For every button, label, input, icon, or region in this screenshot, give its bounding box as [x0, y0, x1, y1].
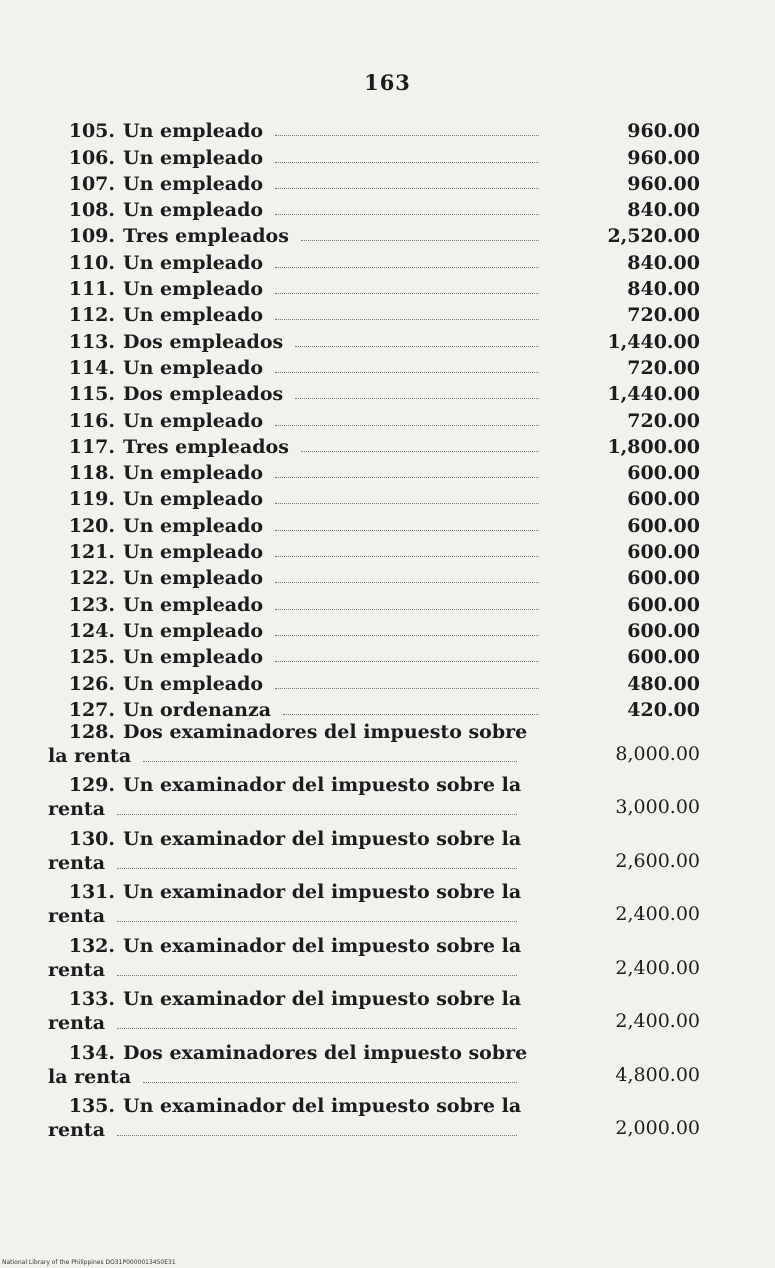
item-label: Un empleado [123, 593, 264, 616]
item-amount: 8,000.00 [615, 742, 700, 765]
item-amount: 2,400.00 [615, 903, 700, 926]
item-label: Tres empleados [123, 435, 289, 458]
library-footer: National Library of the Philippines DO31P0000013450E31 [2, 1259, 176, 1266]
item-amount: 840.00 [627, 199, 700, 222]
item-label: Un empleado [123, 356, 264, 379]
list-item [40, 828, 700, 882]
item-amount: 840.00 [627, 278, 700, 301]
item-number: 108. [68, 199, 115, 222]
leader-dots [117, 920, 517, 922]
list-item [40, 935, 700, 989]
leader-dots [143, 1081, 517, 1083]
list-item [40, 695, 700, 721]
list-item [40, 642, 700, 668]
item-label-line1: Un examinador del impuesto sobre la [123, 988, 522, 1011]
item-amount: 600.00 [627, 488, 700, 511]
item-number: 123. [68, 593, 115, 616]
item-amount: 720.00 [627, 356, 700, 379]
list-item [40, 195, 700, 221]
item-amount: 600.00 [627, 646, 700, 669]
list-item [40, 247, 700, 273]
item-label-line1: Dos examinadores del impuesto sobre [123, 1041, 528, 1064]
leader-dots [275, 292, 539, 294]
item-amount: 600.00 [627, 619, 700, 642]
item-amount: 420.00 [627, 698, 700, 721]
item-amount: 720.00 [627, 409, 700, 432]
item-amount: 4,800.00 [615, 1063, 700, 1086]
item-label: Un empleado [123, 172, 264, 195]
item-amount: 2,520.00 [607, 225, 700, 248]
item-number: 112. [68, 304, 115, 327]
leader-dots [275, 424, 539, 426]
list-item [40, 169, 700, 195]
leader-dots [295, 345, 539, 347]
item-amount: 600.00 [627, 593, 700, 616]
leader-dots [275, 529, 539, 531]
item-label-line1: Un examinador del impuesto sobre la [123, 827, 522, 850]
item-number: 118. [68, 462, 115, 485]
list-item [40, 274, 700, 300]
leader-dots [275, 581, 539, 583]
item-label-line2: renta [48, 1012, 105, 1035]
item-number: 127. [68, 698, 115, 721]
leader-dots [275, 266, 539, 268]
leader-dots [275, 634, 539, 636]
leader-dots [275, 476, 539, 478]
appropriation-list [40, 116, 700, 1149]
list-item [40, 616, 700, 642]
item-number: 115. [68, 383, 115, 406]
item-label-line2: la renta [48, 744, 132, 767]
item-number: 117. [68, 435, 115, 458]
item-label: Un empleado [123, 409, 264, 432]
item-label: Un empleado [123, 646, 264, 669]
list-item [40, 405, 700, 431]
item-label-line2: renta [48, 798, 105, 821]
item-label: Dos empleados [123, 383, 284, 406]
item-number: 135. [68, 1095, 115, 1118]
item-number: 114. [68, 356, 115, 379]
list-item [40, 300, 700, 326]
leader-dots [275, 161, 539, 163]
item-number: 131. [68, 881, 115, 904]
item-amount: 960.00 [627, 146, 700, 169]
list-item [40, 379, 700, 405]
item-label-line2: la renta [48, 1065, 132, 1088]
item-label: Un empleado [123, 541, 264, 564]
list-item [40, 721, 700, 775]
leader-dots [275, 187, 539, 189]
leader-dots [275, 687, 539, 689]
item-label: Dos empleados [123, 330, 284, 353]
item-label: Tres empleados [123, 225, 289, 248]
item-label-line1: Dos examinadores del impuesto sobre [123, 720, 528, 743]
item-amount: 960.00 [627, 120, 700, 143]
leader-dots [117, 974, 517, 976]
item-amount: 1,440.00 [607, 383, 700, 406]
item-number: 113. [68, 330, 115, 353]
leader-dots [301, 239, 539, 241]
item-label: Un empleado [123, 514, 264, 537]
list-item [40, 142, 700, 168]
list-item [40, 537, 700, 563]
leader-dots [275, 134, 539, 136]
item-number: 116. [68, 409, 115, 432]
item-number: 105. [68, 120, 115, 143]
list-item [40, 116, 700, 142]
list-item [40, 589, 700, 615]
list-item [40, 432, 700, 458]
item-amount: 480.00 [627, 672, 700, 695]
item-label: Un empleado [123, 199, 264, 222]
list-item [40, 774, 700, 828]
item-label: Un empleado [123, 120, 264, 143]
item-amount: 600.00 [627, 567, 700, 590]
leader-dots [275, 213, 539, 215]
single-line-entries [40, 116, 700, 721]
list-item [40, 221, 700, 247]
list-item [40, 510, 700, 536]
leader-dots [117, 813, 517, 815]
list-item [40, 326, 700, 352]
item-number: 125. [68, 646, 115, 669]
item-number: 121. [68, 541, 115, 564]
multi-line-entries [40, 721, 700, 1149]
item-amount: 600.00 [627, 462, 700, 485]
leader-dots [275, 555, 539, 557]
leader-dots [283, 713, 539, 715]
leader-dots [117, 1134, 517, 1136]
item-number: 126. [68, 672, 115, 695]
list-item [40, 668, 700, 694]
item-amount: 2,400.00 [615, 1010, 700, 1033]
item-amount: 720.00 [627, 304, 700, 327]
item-amount: 960.00 [627, 172, 700, 195]
item-amount: 600.00 [627, 514, 700, 537]
leader-dots [301, 450, 539, 452]
list-item [40, 1042, 700, 1096]
leader-dots [117, 867, 517, 869]
item-label: Un empleado [123, 462, 264, 485]
item-number: 110. [68, 251, 115, 274]
item-label: Un empleado [123, 488, 264, 511]
item-label: Un empleado [123, 278, 264, 301]
leader-dots [275, 660, 539, 662]
list-item [40, 353, 700, 379]
list-item [40, 484, 700, 510]
item-number: 106. [68, 146, 115, 169]
item-amount: 2,400.00 [615, 956, 700, 979]
item-number: 122. [68, 567, 115, 590]
item-label: Un empleado [123, 304, 264, 327]
item-amount: 2,000.00 [615, 1117, 700, 1140]
item-label-line2: renta [48, 958, 105, 981]
item-number: 132. [68, 934, 115, 957]
item-label-line2: renta [48, 1119, 105, 1142]
item-label-line2: renta [48, 905, 105, 928]
item-number: 109. [68, 225, 115, 248]
item-number: 134. [68, 1041, 115, 1064]
item-amount: 600.00 [627, 541, 700, 564]
item-number: 129. [68, 774, 115, 797]
item-label: Un empleado [123, 672, 264, 695]
item-label-line1: Un examinador del impuesto sobre la [123, 1095, 522, 1118]
leader-dots [275, 608, 539, 610]
page-number: 163 [364, 70, 411, 95]
leader-dots [117, 1027, 517, 1029]
leader-dots [295, 397, 539, 399]
leader-dots [275, 502, 539, 504]
item-amount: 3,000.00 [615, 796, 700, 819]
list-item [40, 988, 700, 1042]
leader-dots [143, 760, 517, 762]
item-number: 130. [68, 827, 115, 850]
item-amount: 1,800.00 [607, 435, 700, 458]
list-item [40, 1095, 700, 1149]
list-item [40, 458, 700, 484]
item-label-line1: Un examinador del impuesto sobre la [123, 881, 522, 904]
item-amount: 2,600.00 [615, 849, 700, 872]
leader-dots [275, 318, 539, 320]
item-label: Un empleado [123, 619, 264, 642]
item-number: 111. [68, 278, 115, 301]
item-amount: 840.00 [627, 251, 700, 274]
item-number: 120. [68, 514, 115, 537]
leader-dots [275, 371, 539, 373]
item-label: Un ordenanza [123, 698, 272, 721]
item-label-line2: renta [48, 851, 105, 874]
item-number: 128. [68, 720, 115, 743]
item-amount: 1,440.00 [607, 330, 700, 353]
item-label: Un empleado [123, 567, 264, 590]
item-label-line1: Un examinador del impuesto sobre la [123, 774, 522, 797]
item-number: 119. [68, 488, 115, 511]
item-label: Un empleado [123, 251, 264, 274]
item-label: Un empleado [123, 146, 264, 169]
item-number: 124. [68, 619, 115, 642]
list-item [40, 563, 700, 589]
list-item [40, 881, 700, 935]
item-number: 133. [68, 988, 115, 1011]
item-label-line1: Un examinador del impuesto sobre la [123, 934, 522, 957]
item-number: 107. [68, 172, 115, 195]
